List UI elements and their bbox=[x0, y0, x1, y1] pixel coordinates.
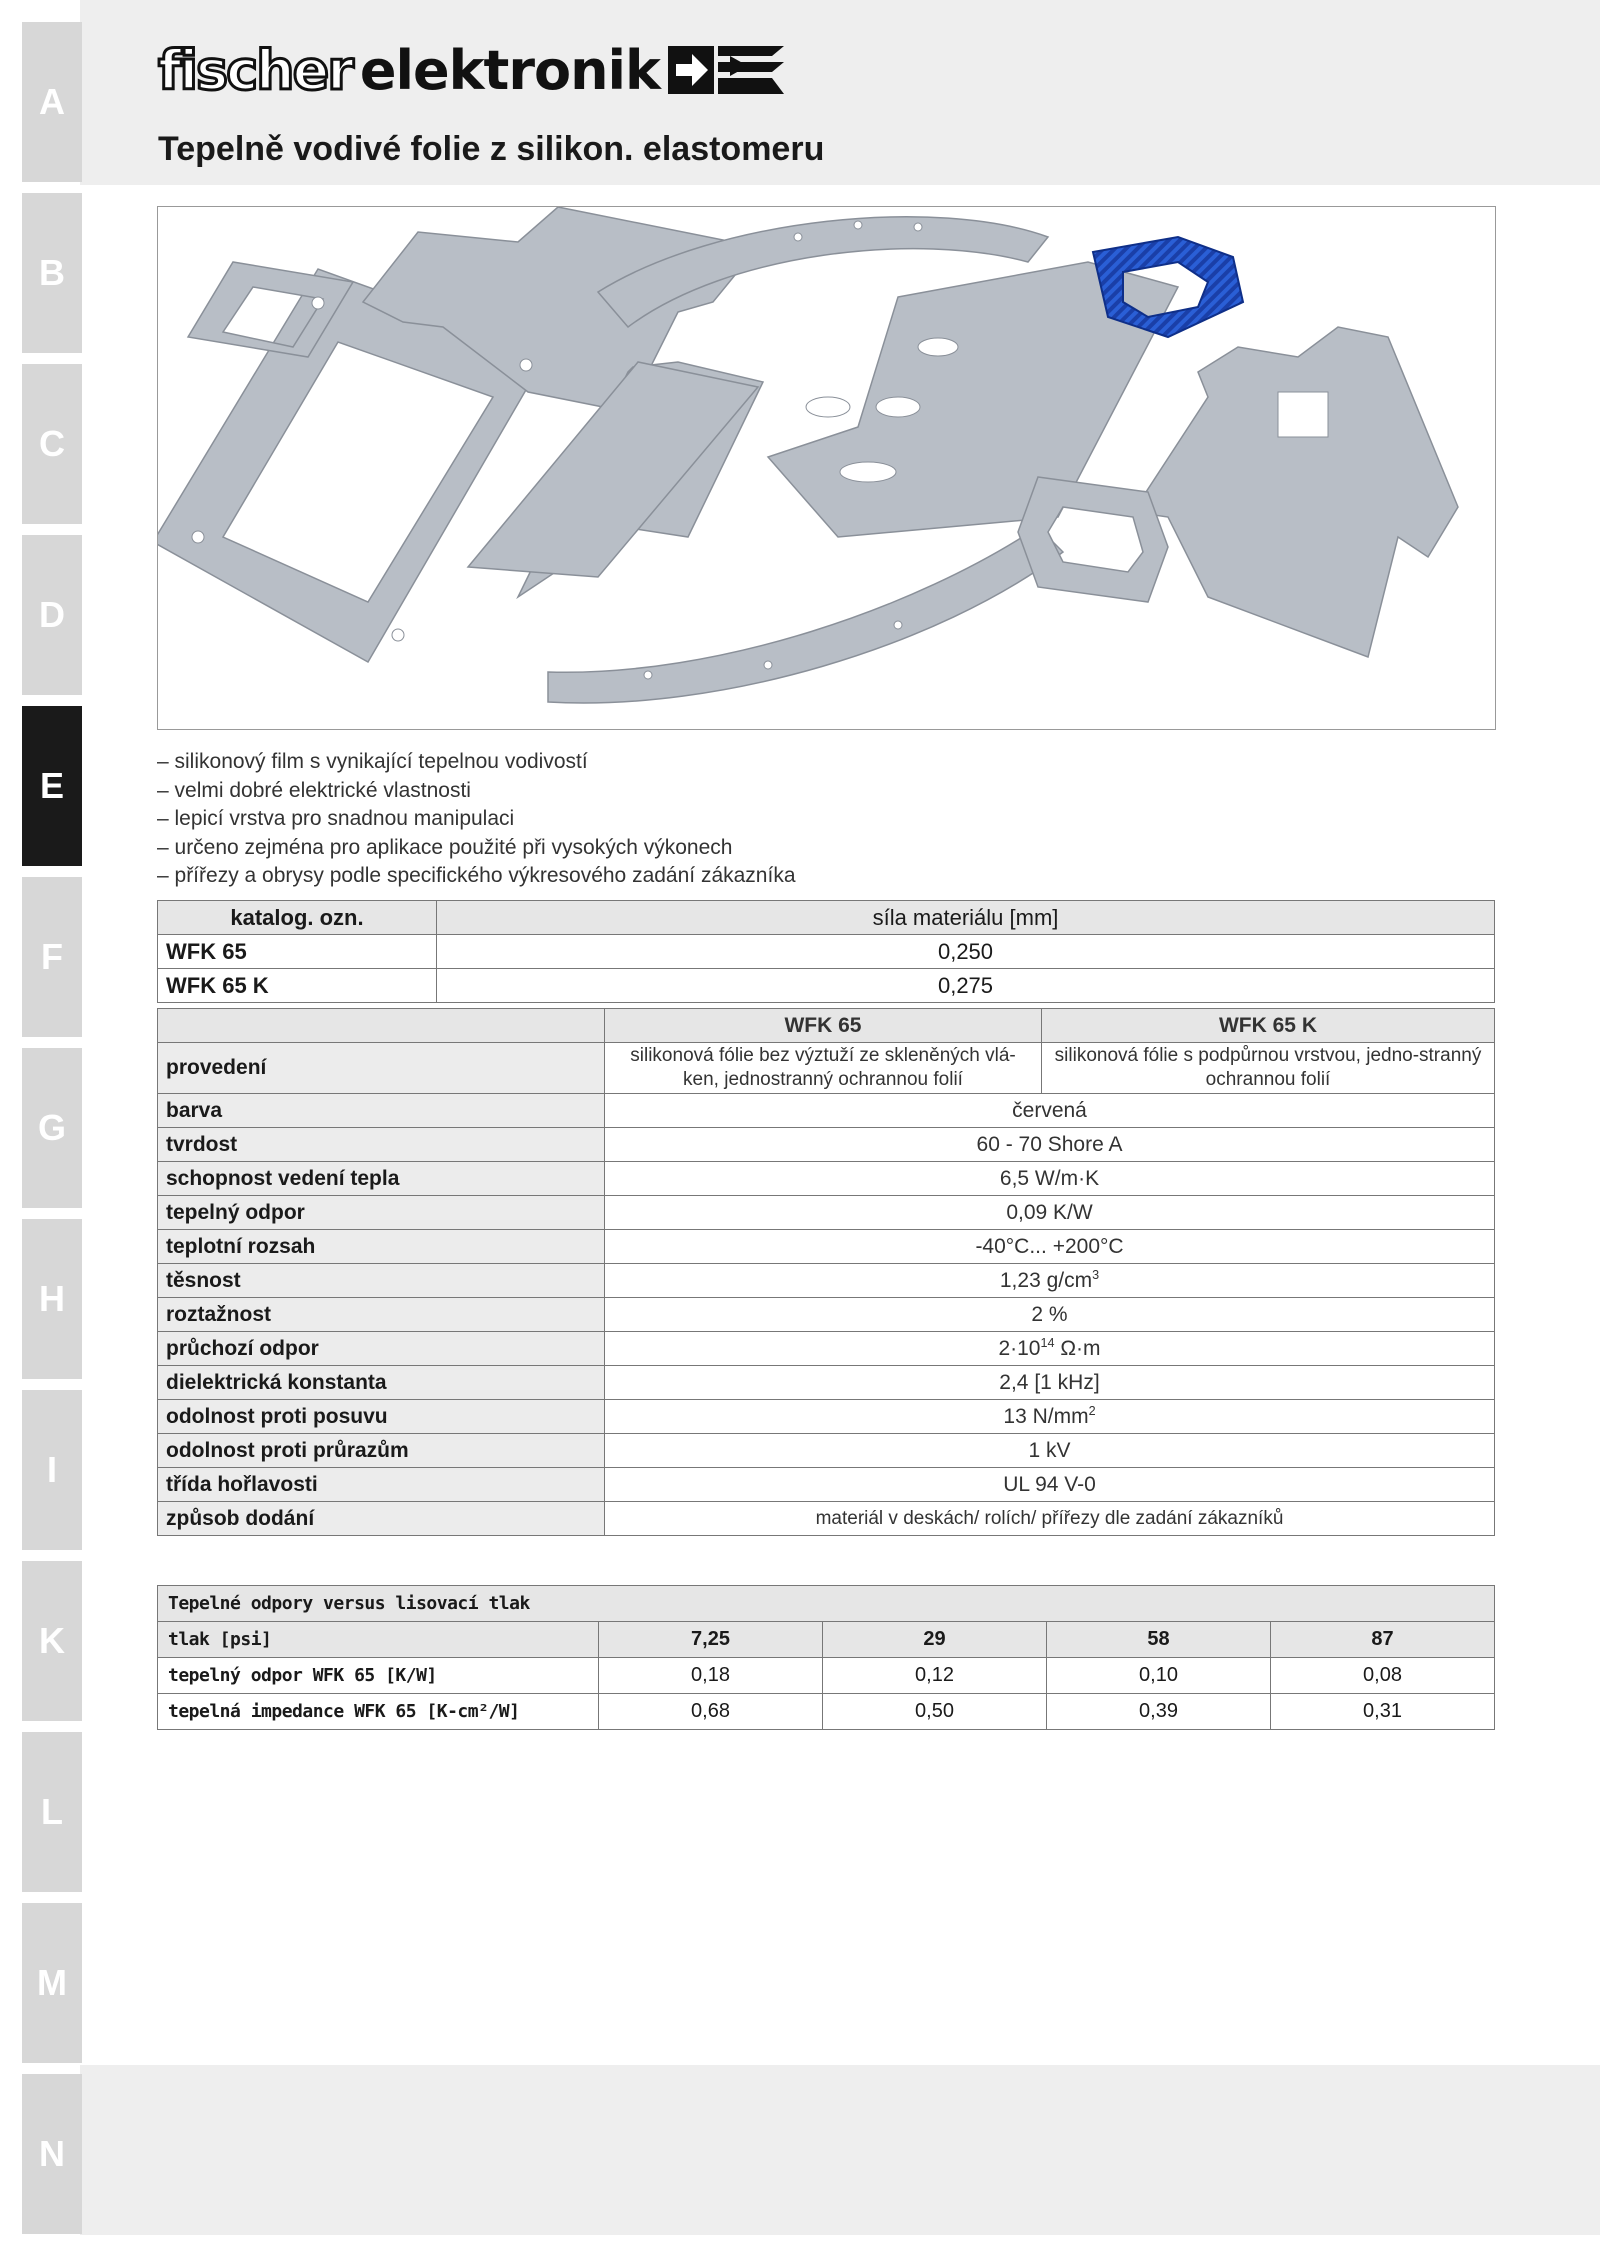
tab-c[interactable]: C bbox=[22, 364, 82, 524]
list-item: – přířezy a obrysy podle specifického výkresového zadání zákazníka bbox=[157, 864, 796, 887]
table-cell: 0,275 bbox=[437, 969, 1495, 1003]
value-text: 13 N/mm bbox=[1003, 1405, 1089, 1428]
table-cell: WFK 65 K bbox=[158, 969, 437, 1003]
tab-n[interactable]: N bbox=[22, 2074, 82, 2234]
table-cell: odolnost proti posuvu bbox=[158, 1400, 605, 1434]
footer-band bbox=[80, 2065, 1600, 2235]
table-cell: třída hořlavosti bbox=[158, 1468, 605, 1502]
table-header-wfk65k: WFK 65 K bbox=[1042, 1009, 1495, 1043]
value-sup: 3 bbox=[1092, 1268, 1100, 1282]
table-cell: 0,50 bbox=[823, 1694, 1047, 1730]
table-cell bbox=[605, 1332, 1495, 1366]
table-cell: 0,18 bbox=[599, 1658, 823, 1694]
table-cell: tepelná impedance WFK 65 [K-cm²/W] bbox=[158, 1694, 599, 1730]
thickness-table bbox=[157, 900, 1495, 1003]
tab-m[interactable]: M bbox=[22, 1903, 82, 2063]
table-cell: silikonová fólie s podpůrnou vrstvou, jedno-stranný ochrannou folií bbox=[1042, 1043, 1495, 1094]
value-unit: Ω·m bbox=[1054, 1337, 1101, 1360]
table-cell: 0,31 bbox=[1271, 1694, 1495, 1730]
table-cell: 1 kV bbox=[605, 1434, 1495, 1468]
table-row bbox=[158, 1162, 1495, 1196]
table-row bbox=[158, 901, 1495, 935]
table-cell: tlak [psi] bbox=[158, 1622, 599, 1658]
tab-l[interactable]: L bbox=[22, 1732, 82, 1892]
table-cell: 0,09 K/W bbox=[605, 1196, 1495, 1230]
tab-g[interactable]: G bbox=[22, 1048, 82, 1208]
list-item: – silikonový film s vynikající tepelnou vodivostí bbox=[157, 750, 588, 773]
tab-e[interactable]: E bbox=[22, 706, 82, 866]
table-header-wfk65: WFK 65 bbox=[605, 1009, 1042, 1043]
table-cell: tvrdost bbox=[158, 1128, 605, 1162]
logo-arrow-icon bbox=[668, 42, 784, 98]
value-text: 2·10 bbox=[998, 1337, 1041, 1360]
logo-text-fischer: fischer bbox=[158, 38, 352, 102]
table-cell: 2,4 [1 kHz] bbox=[605, 1366, 1495, 1400]
table-cell: 0,10 bbox=[1047, 1658, 1271, 1694]
table-cell: tepelný odpor bbox=[158, 1196, 605, 1230]
table-row bbox=[158, 1468, 1495, 1502]
feature-list bbox=[157, 748, 796, 891]
table-row bbox=[158, 1622, 1495, 1658]
table-row bbox=[158, 1502, 1495, 1536]
table-cell bbox=[605, 1264, 1495, 1298]
table-row bbox=[158, 1128, 1495, 1162]
table-cell: tepelný odpor WFK 65 [K/W] bbox=[158, 1658, 599, 1694]
table-cell: 7,25 bbox=[599, 1622, 823, 1658]
table-row bbox=[158, 1298, 1495, 1332]
table-cell: způsob dodání bbox=[158, 1502, 605, 1536]
logo-text-elektronik: elektronik bbox=[359, 38, 660, 102]
table-cell: UL 94 V-0 bbox=[605, 1468, 1495, 1502]
table-row bbox=[158, 1009, 1495, 1043]
tab-a[interactable]: A bbox=[22, 22, 82, 182]
table-cell: 2 % bbox=[605, 1298, 1495, 1332]
table-row bbox=[158, 1400, 1495, 1434]
table-row bbox=[158, 1586, 1495, 1622]
table-cell: 0,68 bbox=[599, 1694, 823, 1730]
table-cell: silikonová fólie bez výztuží ze skleněných vlá-ken, jednostranný ochrannou folií bbox=[605, 1043, 1042, 1094]
tab-k[interactable]: K bbox=[22, 1561, 82, 1721]
table-cell: průchozí odpor bbox=[158, 1332, 605, 1366]
table-cell bbox=[605, 1400, 1495, 1434]
table-cell: 6,5 W/m·K bbox=[605, 1162, 1495, 1196]
table-row bbox=[158, 1366, 1495, 1400]
table-row bbox=[158, 969, 1495, 1003]
tab-f[interactable]: F bbox=[22, 877, 82, 1037]
table-cell: provedení bbox=[158, 1043, 605, 1094]
table-header-thickness: síla materiálu [mm] bbox=[437, 901, 1495, 935]
table-cell: 0,08 bbox=[1271, 1658, 1495, 1694]
table-row bbox=[158, 1094, 1495, 1128]
table-cell: 0,39 bbox=[1047, 1694, 1271, 1730]
page-title: Tepelně vodivé folie z silikon. elastomeru bbox=[158, 130, 825, 168]
table-cell: dielektrická konstanta bbox=[158, 1366, 605, 1400]
table-row bbox=[158, 1264, 1495, 1298]
table-cell: 29 bbox=[823, 1622, 1047, 1658]
table-cell: těsnost bbox=[158, 1264, 605, 1298]
pressure-table bbox=[157, 1585, 1495, 1730]
value-text: 1,23 g/cm bbox=[999, 1269, 1093, 1292]
table-row bbox=[158, 1332, 1495, 1366]
value-sup: 2 bbox=[1088, 1404, 1096, 1418]
table-cell: 60 - 70 Shore A bbox=[605, 1128, 1495, 1162]
value-sup: 14 bbox=[1040, 1336, 1055, 1350]
tab-h[interactable]: H bbox=[22, 1219, 82, 1379]
table-cell: barva bbox=[158, 1094, 605, 1128]
table-row bbox=[158, 1658, 1495, 1694]
foil-shapes-illustration bbox=[158, 207, 1495, 729]
tab-b[interactable]: B bbox=[22, 193, 82, 353]
table-cell: 0,12 bbox=[823, 1658, 1047, 1694]
table-cell: červená bbox=[605, 1094, 1495, 1128]
table-title: Tepelné odpory versus lisovací tlak bbox=[158, 1586, 1495, 1622]
table-cell: schopnost vedení tepla bbox=[158, 1162, 605, 1196]
table-row bbox=[158, 1434, 1495, 1468]
table-cell: -40°C... +200°C bbox=[605, 1230, 1495, 1264]
list-item: – velmi dobré elektrické vlastnosti bbox=[157, 778, 471, 802]
table-header-catalog: katalog. ozn. bbox=[158, 901, 437, 935]
table-cell: 58 bbox=[1047, 1622, 1271, 1658]
brand-logo bbox=[158, 40, 784, 100]
table-row bbox=[158, 1694, 1495, 1730]
tab-i[interactable]: I bbox=[22, 1390, 82, 1550]
table-cell: odolnost proti průrazům bbox=[158, 1434, 605, 1468]
table-cell: teplotní rozsah bbox=[158, 1230, 605, 1264]
table-cell bbox=[158, 1009, 605, 1043]
table-row bbox=[158, 1196, 1495, 1230]
table-cell: WFK 65 bbox=[158, 935, 437, 969]
product-photo bbox=[157, 206, 1496, 730]
list-item: – určeno zejména pro aplikace použité při vysokých výkonech bbox=[157, 835, 733, 859]
table-row bbox=[158, 935, 1495, 969]
list-item: – lepicí vrstva pro snadnou manipulaci bbox=[157, 807, 515, 830]
tab-d[interactable]: D bbox=[22, 535, 82, 695]
table-cell: 0,250 bbox=[437, 935, 1495, 969]
table-cell: materiál v deskách/ rolích/ přířezy dle zadání zákazníků bbox=[605, 1502, 1495, 1536]
properties-table bbox=[157, 1008, 1495, 1536]
table-row bbox=[158, 1230, 1495, 1264]
table-cell: roztažnost bbox=[158, 1298, 605, 1332]
table-cell: 87 bbox=[1271, 1622, 1495, 1658]
table-row bbox=[158, 1043, 1495, 1094]
